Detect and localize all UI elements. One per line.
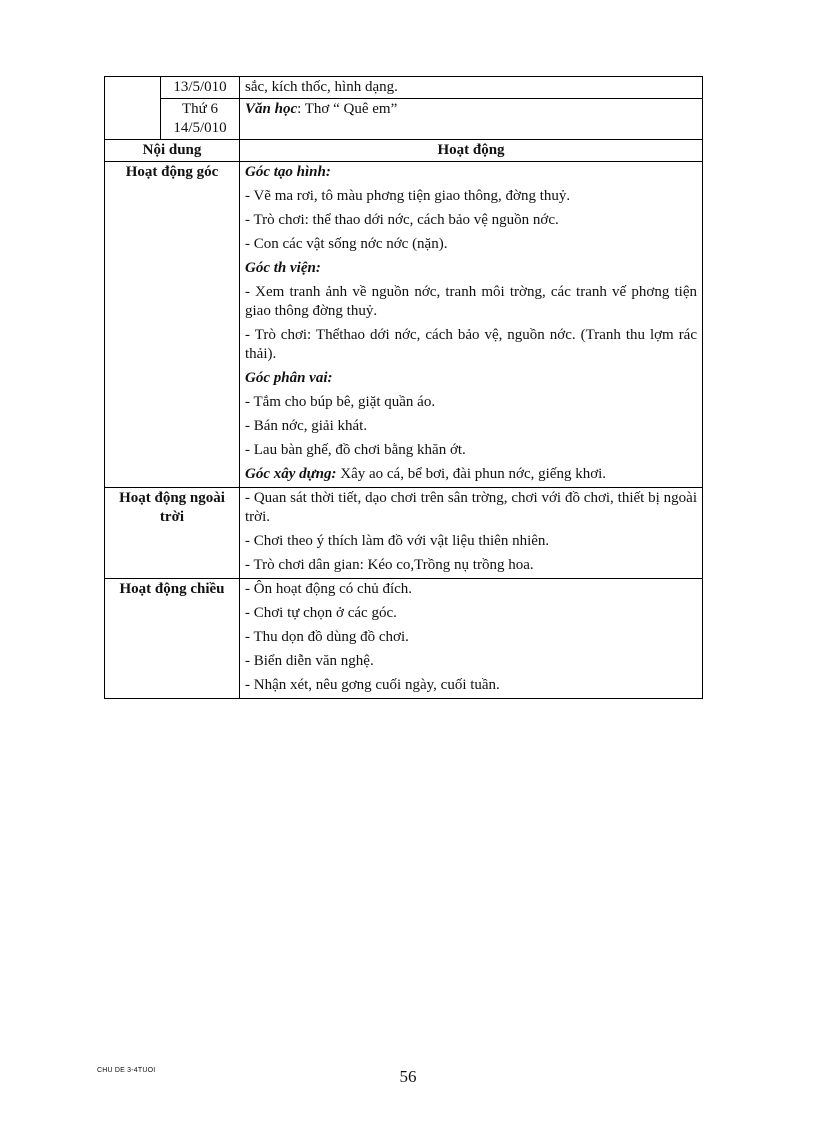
subject-text: : Thơ “ Quê em” [297,101,398,117]
section-label: Hoạt động chiều [105,579,240,699]
header-content: Nội dung [105,140,240,162]
section-corner [105,162,703,488]
section-outdoor [105,488,703,579]
art-corner-title: Góc tạo hình: [245,164,331,180]
list-item: - Con các vật sống nớc nớc (nặn). [245,236,448,252]
list-item: - Trò chơi: Thểthao dới nớc, cách bảo vệ, nguồn nớc. (Tranh thu lợm rác thải). [245,327,697,362]
empty-cell [105,77,161,140]
list-item [245,465,697,484]
date-cell: 13/5/010 [161,77,240,99]
header-activity: Hoạt động [240,140,703,162]
page-number: 56 [399,1067,417,1086]
day-label: Thứ 6 [181,101,219,117]
date-cell [161,99,240,140]
build-corner-text: Xây ao cá, bể bơi, đài phun nớc, giếng khơi. [336,466,607,482]
section-label: Hoạt động ngoài trời [105,488,240,579]
table-row [105,99,703,140]
list-item: - Trò chơi: thể thao dới nớc, cách bảo vệ nguồn nớc. [245,212,559,228]
header-row [105,140,703,162]
list-item: - Bán nớc, giải khát. [245,418,368,434]
date-label: 14/5/010 [173,120,227,136]
list-item: - Xem tranh ảnh về nguồn nớc, tranh môi trờng, các tranh vế phơng tiện giao thông đờng thuỷ. [245,284,697,319]
build-corner-title: Góc xây dựng: [245,466,337,482]
list-item: - Chơi tự chọn ở các góc. [245,605,397,621]
table-row [105,77,703,99]
roleplay-corner-title: Góc phân vai: [245,370,333,386]
section-afternoon [105,579,703,699]
list-item: - Trò chơi dân gian: Kéo co,Trồng nụ trồng hoa. [245,557,534,573]
section-content [240,579,703,699]
list-item: - Quan sát thời tiết, dạo chơi trên sân trờng, chơi với đồ chơi, thiết bị ngoài trời. [245,490,697,525]
activity-cell: sắc, kích thốc, hình dạng. [240,77,703,99]
section-content [240,162,703,488]
list-item: - Nhận xét, nêu gơng cuối ngày, cuối tuần. [245,677,500,693]
list-item: - Tắm cho búp bê, giặt quần áo. [245,394,436,410]
list-item: - Chơi theo ý thích làm đồ với vật liệu thiên nhiên. [245,533,550,549]
section-label: Hoạt động góc [105,162,240,488]
activity-cell [240,99,703,140]
list-item: - Ôn hoạt động có chủ đích. [245,581,413,597]
schedule-table [104,76,703,699]
subject-label: Văn học [245,101,298,117]
list-item: - Lau bàn ghế, đồ chơi bằng khăn ớt. [245,442,466,458]
list-item: - Thu dọn đồ dùng đồ chơi. [245,629,409,645]
list-item: - Vẽ ma rơi, tô màu phơng tiện giao thông, đờng thuỷ. [245,188,571,204]
footer-note: CHU DE 3-4TUOI [97,1067,156,1074]
library-corner-title: Góc th viện: [245,260,321,276]
list-item: - Biển diễn văn nghệ. [245,653,374,669]
section-content [240,488,703,579]
